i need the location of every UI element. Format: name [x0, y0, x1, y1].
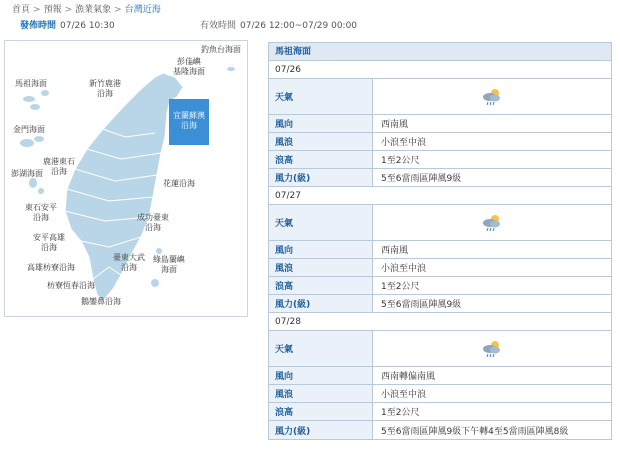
weather-row	[269, 79, 611, 115]
forecast-area-title: 馬祖海面	[269, 43, 611, 61]
lanyu-island[interactable]	[151, 279, 159, 287]
cloud-sun-rain-icon	[480, 339, 504, 359]
wave-value: 小浪至中浪	[381, 264, 427, 274]
cloud-sun-rain-icon	[480, 213, 504, 233]
map-label-taitung[interactable]: 臺東大武 沿海	[113, 253, 145, 272]
wave-row	[269, 133, 611, 151]
issue-time	[20, 20, 115, 32]
wave-row	[269, 259, 611, 277]
valid-time-label: 有效時間	[200, 21, 237, 31]
kinmen-islands[interactable]	[20, 136, 44, 147]
weather-row	[269, 331, 611, 367]
breadcrumb-separator: >	[33, 5, 41, 15]
wind-direction-row	[269, 241, 611, 259]
map-label-green-island[interactable]: 綠島蘭嶼 海面	[153, 255, 185, 274]
wave-value: 小浪至中浪	[381, 390, 427, 400]
map-label-eluanbi[interactable]: 鵝鑾鼻沿海	[81, 297, 121, 306]
cloud-sun-rain-icon	[480, 87, 504, 107]
wave-value: 小浪至中浪	[381, 138, 427, 148]
wave-height-row	[269, 277, 611, 295]
map-label-matsu[interactable]: 馬祖海面	[15, 79, 47, 88]
wind-direction-label: 風向	[269, 367, 373, 384]
penghu-islands[interactable]	[29, 178, 44, 194]
wave-label: 風浪	[269, 259, 373, 276]
map-label-hsinchu[interactable]: 新竹鹿港 沿海	[89, 79, 121, 98]
wave-height-value: 1至2公尺	[381, 156, 420, 166]
wind-force-value: 5至6當雨區陣風9級	[381, 300, 462, 310]
map-label-anping[interactable]: 安平高雄 沿海	[33, 233, 65, 252]
wind-force-row	[269, 421, 611, 439]
breadcrumb-home-link[interactable]: 首頁	[12, 5, 31, 15]
wave-label: 風浪	[269, 133, 373, 150]
wind-force-value: 5至6當雨區陣風9級下午轉4至5當雨區陣風8級	[381, 426, 569, 437]
map-label-penghu[interactable]: 澎湖海面	[11, 169, 43, 178]
wave-height-row	[269, 151, 611, 169]
wave-row	[269, 385, 611, 403]
map-label-dongshi[interactable]: 東石安平 沿海	[25, 203, 57, 222]
weather-label: 天氣	[269, 331, 373, 366]
wind-force-row	[269, 169, 611, 187]
wind-direction-row	[269, 367, 611, 385]
valid-time-value: 07/26 12:00~07/29 00:00	[240, 21, 358, 31]
matsu-islands[interactable]	[23, 90, 49, 110]
map-label-kaohsiung[interactable]: 高雄枋寮沿海	[27, 263, 75, 272]
breadcrumb-forecast-link[interactable]: 預報	[43, 5, 62, 15]
map-label-kinmen[interactable]: 金門海面	[13, 125, 45, 134]
map-label-pengjia[interactable]: 彭佳嶼 基隆海面	[173, 57, 205, 76]
wind-force-label: 風力(級)	[269, 421, 373, 439]
wind-direction-value: 西南轉偏南風	[381, 372, 436, 382]
wind-direction-value: 西南風	[381, 120, 409, 130]
map-label-fangliao[interactable]: 枋寮恆春沿海	[47, 281, 95, 290]
breadcrumb-separator: >	[114, 5, 122, 15]
wave-height-row	[269, 403, 611, 421]
issue-time-value: 07/26 10:30	[60, 21, 115, 31]
wave-height-value: 1至2公尺	[381, 408, 420, 418]
forecast-date: 07/27	[269, 187, 611, 205]
wind-force-label: 風力(級)	[269, 295, 373, 312]
map-label-lukang[interactable]: 鹿港東石 沿海	[43, 157, 75, 176]
wind-force-row	[269, 295, 611, 313]
wind-direction-row	[269, 115, 611, 133]
weather-label: 天氣	[269, 205, 373, 240]
forecast-date: 07/28	[269, 313, 611, 331]
wave-height-label: 浪高	[269, 151, 373, 168]
green-island[interactable]	[156, 248, 162, 254]
wind-force-value: 5至6當雨區陣風9級	[381, 174, 462, 184]
wind-force-label: 風力(級)	[269, 169, 373, 186]
breadcrumb	[12, 4, 161, 16]
forecast-table	[268, 42, 612, 440]
wave-label: 風浪	[269, 385, 373, 402]
wind-direction-value: 西南風	[381, 246, 409, 256]
map-label-chenggong[interactable]: 成功臺東 沿海	[137, 213, 169, 232]
weather-label: 天氣	[269, 79, 373, 114]
wind-direction-label: 風向	[269, 115, 373, 132]
wave-height-value: 1至2公尺	[381, 282, 420, 292]
coastal-map	[4, 40, 248, 317]
valid-time	[200, 20, 357, 32]
breadcrumb-current: 台灣近海	[124, 5, 161, 15]
wave-height-label: 浪高	[269, 403, 373, 420]
map-label-yilan[interactable]: 宜蘭蘇澳 沿海	[173, 111, 205, 130]
breadcrumb-fishery-link[interactable]: 漁業氣象	[75, 5, 112, 15]
map-label-hualien[interactable]: 花蓮沿海	[163, 179, 195, 188]
forecast-date: 07/26	[269, 61, 611, 79]
issue-time-label: 發佈時間	[20, 21, 57, 31]
breadcrumb-separator: >	[64, 5, 73, 15]
weather-row	[269, 205, 611, 241]
map-label-diaoyutai[interactable]: 釣魚台海面	[201, 45, 241, 54]
diaoyutai-island[interactable]	[227, 67, 235, 71]
wind-direction-label: 風向	[269, 241, 373, 258]
wave-height-label: 浪高	[269, 277, 373, 294]
